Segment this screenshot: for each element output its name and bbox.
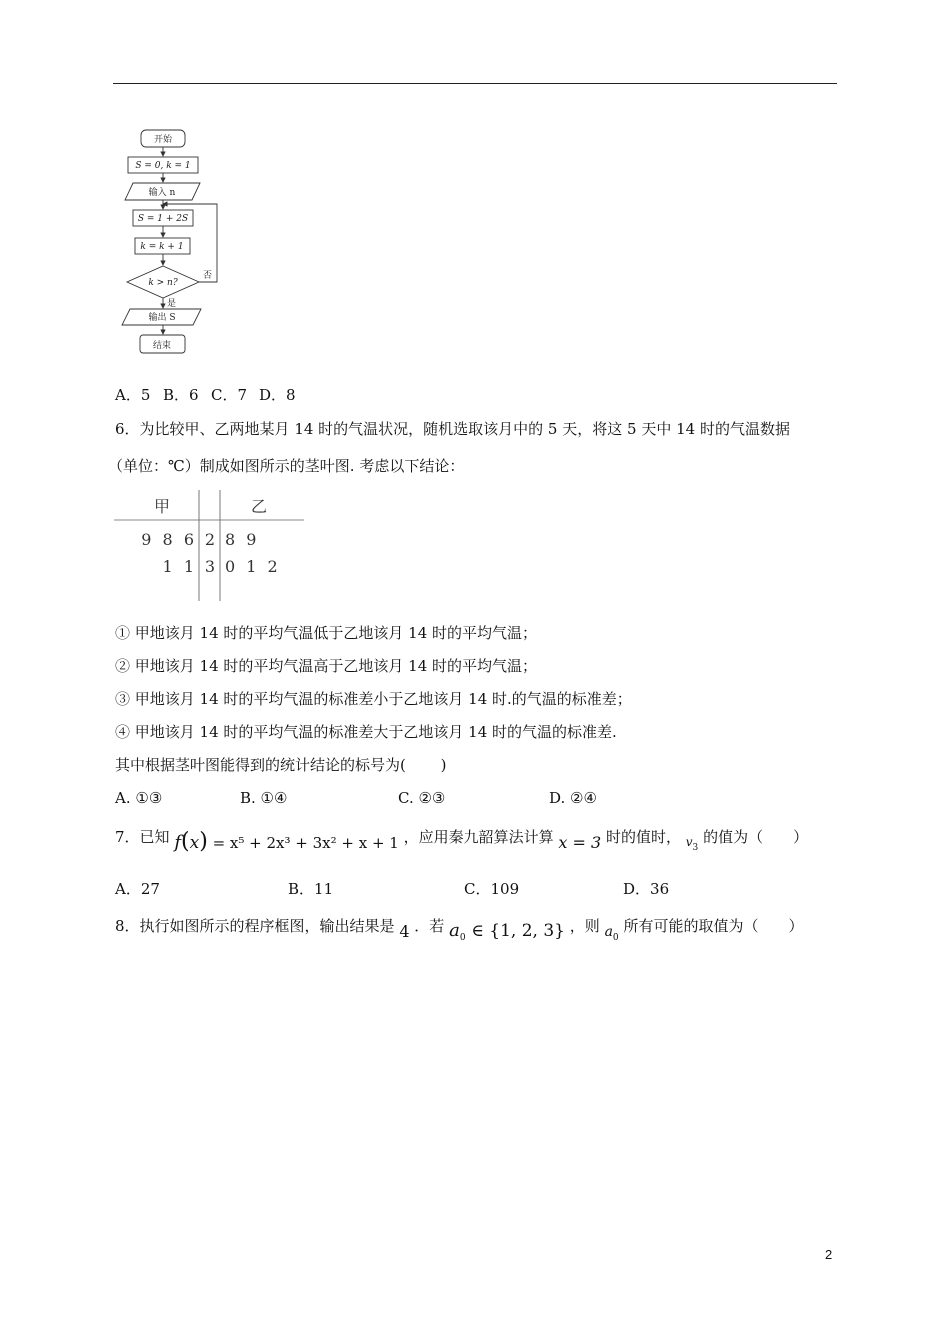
q5-option-c: C．7 (211, 386, 248, 404)
q7-prefix: 7．已知 (115, 828, 170, 846)
q7-x: x (189, 833, 200, 853)
q6-conclusion-3: ③ 甲地该月 14 时的平均气温的标准差小于乙地该月 14 时.的气温的标准差； (115, 690, 632, 708)
q6-option-c: C. ②③ (398, 789, 446, 807)
stem-leaf-plot (112, 488, 307, 603)
q6-stem-line2: （单位：℃）制成如图所示的茎叶图. 考虑以下结论： (108, 457, 465, 475)
stem-row-1-stem: 2 (204, 530, 216, 549)
q6-conclusion-2: ② 甲地该月 14 时的平均气温高于乙地该月 14 时的平均气温； (115, 657, 538, 675)
q8-mid: ．若 (414, 917, 445, 935)
step2-label: k = k + 1 (140, 242, 184, 252)
q7-formula: f(x) = x⁵ + 2x³ + 3x² + x + 1 (174, 829, 399, 854)
q8-suffix: 所有可能的取值为（ ） (623, 917, 804, 935)
q5-option-d: D．8 (259, 386, 296, 404)
stem-left-header: 甲 (153, 497, 171, 516)
q8-result: 4 (399, 922, 410, 941)
q6-option-b: B. ①④ (240, 789, 288, 807)
stem-row-2-right: 0 1 2 (225, 557, 278, 576)
flowchart (100, 120, 240, 360)
stem-row-2-left: 1 1 (162, 557, 194, 576)
q7-f: f (174, 832, 181, 853)
q8-a0-set: $a_0$ ∈ {1, 2, 3} (449, 920, 565, 943)
q6-option-d: D. ②④ (549, 789, 597, 807)
stem-row-1-right: 8 9 (225, 530, 257, 549)
q7-mid: ，应用秦九韶算法计算 (403, 828, 554, 846)
end-label: 结束 (152, 341, 172, 351)
q6-stem-line1: 6．为比较甲、乙两地某月 14 时的气温状况，随机选取该月中的 5 天，将这 5 天中 14 时的气温数据 (115, 420, 790, 438)
stem-right-header: 乙 (250, 497, 268, 516)
q7-option-b: B．11 (288, 880, 334, 898)
q6-conclusion-1: ① 甲地该月 14 时的平均气温低于乙地该月 14 时的平均气温； (115, 624, 538, 642)
q7-stem (115, 826, 808, 856)
q6-option-a: A. ①③ (115, 789, 163, 807)
no-label: 否 (203, 271, 213, 281)
yes-label: 是 (167, 299, 177, 309)
start-label: 开始 (153, 135, 173, 145)
flowchart-diagram (100, 120, 240, 360)
cond-label: k > n? (148, 278, 178, 288)
q7-mid2: 时的值时， (605, 828, 681, 846)
q7-polynomial: = x⁵ + 2x³ + 3x² + x + 1 (212, 834, 399, 852)
q6-question: 其中根据茎叶图能得到的统计结论的标号为( ) (115, 756, 447, 774)
stem-row-2-stem: 3 (204, 557, 216, 576)
q5-option-b: B．6 (163, 386, 199, 404)
input-label: 输入 n (148, 188, 176, 198)
q7-option-d: D．36 (623, 880, 670, 898)
output-label: 输出 S (148, 313, 176, 323)
q7-option-a: A．27 (115, 880, 160, 898)
q6-conclusion-4: ④ 甲地该月 14 时的平均气温的标准差大于乙地该月 14 时的气温的标准差. (115, 723, 617, 741)
q7-v: v3 (685, 835, 699, 853)
q8-stem (115, 916, 803, 946)
q7-x-value: x = 3 (558, 833, 602, 852)
q8-prefix: 8．执行如图所示的程序框图，输出结果是 (115, 917, 395, 935)
stem-leaf-diagram (112, 488, 307, 603)
q7-suffix: 的值为（ ） (703, 828, 809, 846)
page-number: 2 (825, 1247, 833, 1262)
init-label: S = 0, k = 1 (135, 161, 191, 171)
stem-row-1-left: 9 8 6 (141, 530, 194, 549)
q8-a0: $a_0$ (604, 924, 619, 943)
q8-mid2: ，则 (569, 917, 600, 935)
step1-label: S = 1 + 2S (137, 214, 189, 224)
q7-option-c: C．109 (464, 880, 520, 898)
q5-option-a: A．5 (115, 386, 151, 404)
header-rule (113, 83, 837, 84)
